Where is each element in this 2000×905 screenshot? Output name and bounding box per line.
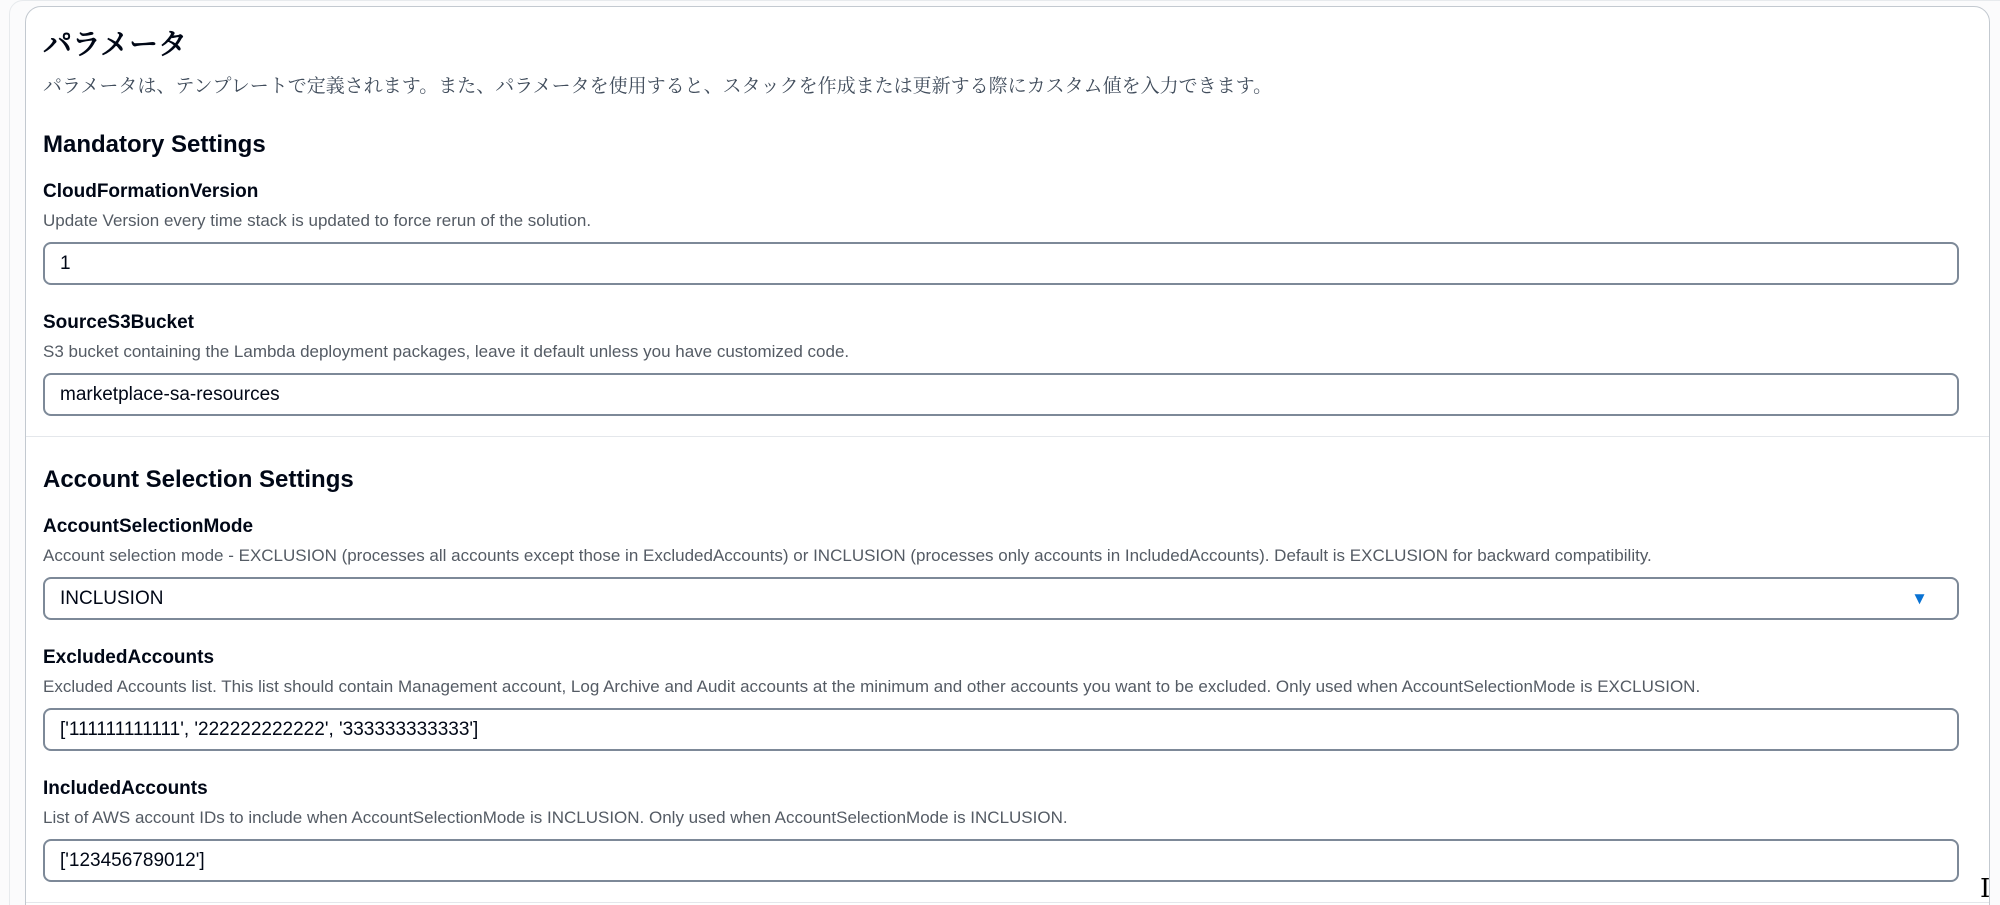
section-divider: [26, 902, 1989, 903]
cloudformationversion-input[interactable]: [43, 242, 1959, 285]
field-description: Update Version every time stack is updated to force rerun of the solution.: [43, 211, 592, 230]
accountselectionmode-select[interactable]: [43, 577, 1959, 620]
field-label: SourceS3Bucket: [43, 312, 195, 333]
parameters-panel: [25, 6, 1990, 905]
page-description: パラメータは、テンプレートで定義されます。また、パラメータを使用すると、スタックを作成または更新する際にカスタム値を入力できます。: [43, 76, 1273, 97]
field-includedaccounts: [43, 777, 1959, 882]
field-cloudformationversion: [43, 180, 1959, 285]
includedaccounts-input[interactable]: [43, 839, 1959, 882]
select-selected-value: INCLUSION: [60, 587, 164, 609]
section-mandatory-settings: [43, 130, 1959, 416]
excludedaccounts-input[interactable]: [43, 708, 1959, 751]
field-label: AccountSelectionMode: [43, 516, 254, 537]
field-excludedaccounts: [43, 646, 1959, 751]
field-label: CloudFormationVersion: [43, 181, 259, 202]
field-label: ExcludedAccounts: [43, 647, 215, 668]
field-description: S3 bucket containing the Lambda deployment packages, leave it default unless you have customized code.: [43, 342, 850, 361]
section-heading-account-selection-settings: Account Selection Settings: [43, 466, 354, 493]
sources3bucket-input[interactable]: [43, 373, 1959, 416]
field-description: Account selection mode - EXCLUSION (processes all accounts except those in ExcludedAccounts) or INCLUSION (processes only accounts in IncludedAccounts). Default is EXCLUSION for backward compatibility.: [43, 546, 1652, 565]
field-description: List of AWS account IDs to include when AccountSelectionMode is INCLUSION. Only used when AccountSelectionMode is INCLUSION.: [43, 808, 1068, 827]
field-description: Excluded Accounts list. This list should contain Management account, Log Archive and Audit accounts at the minimum and other accounts you want to be excluded. Only used when AccountSelectionMode is EXCLUSION.: [43, 677, 1701, 696]
page-title: パラメータ: [43, 29, 188, 61]
text-cursor-icon: I: [1980, 874, 1991, 904]
chevron-down-icon: ▼: [1911, 589, 1928, 608]
section-divider: [26, 436, 1989, 437]
section-heading-mandatory-settings: Mandatory Settings: [43, 131, 266, 158]
field-label: IncludedAccounts: [43, 778, 208, 799]
field-accountselectionmode: [43, 515, 1959, 620]
panel-header: [43, 27, 1959, 100]
field-sources3bucket: [43, 311, 1959, 416]
section-account-selection-settings: [43, 465, 1959, 882]
